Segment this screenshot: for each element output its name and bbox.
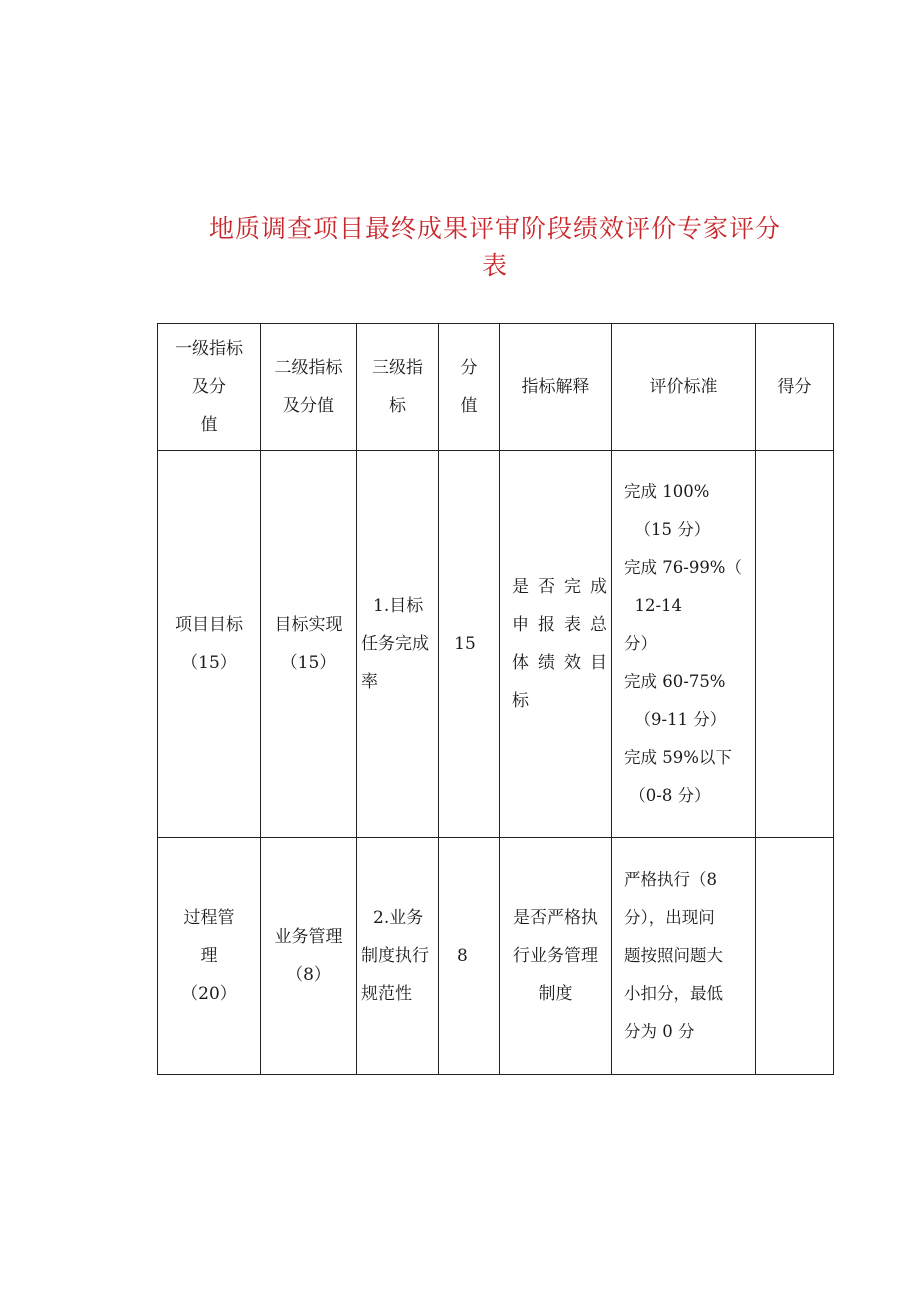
cell-score: 15 <box>439 451 500 838</box>
header-score: 分 值 <box>439 324 500 451</box>
table-row <box>158 838 834 1075</box>
scoring-table <box>157 323 834 1075</box>
cell-level2: 目标实现 （15） <box>261 451 357 838</box>
cell-result[interactable] <box>756 451 834 838</box>
cell-level3: 1.目标 任务完成 率 <box>357 451 439 838</box>
document-title <box>150 210 840 284</box>
cell-criteria: 完成 100% （15 分） 完成 76-99%（ 12-14 分） 完成 60-75% （9-11 分） 完成 59%以下 （0-8 分） <box>612 451 756 838</box>
header-criteria: 评价标准 <box>612 324 756 451</box>
cell-result[interactable] <box>756 838 834 1075</box>
header-explanation: 指标解释 <box>500 324 612 451</box>
cell-level1: 过程管 理 （20） <box>158 838 261 1075</box>
cell-explanation: 是否完成 申报表总 体绩效目 标 <box>500 451 612 838</box>
cell-explanation: 是否严格执 行业务管理 制度 <box>500 838 612 1075</box>
title-line-1: 地质调查项目最终成果评审阶段绩效评价专家评分 <box>208 214 781 243</box>
header-level1: 一级指标 及分 值 <box>158 324 261 451</box>
table-row <box>158 451 834 838</box>
header-result: 得分 <box>756 324 834 451</box>
cell-level2: 业务管理 （8） <box>261 838 357 1075</box>
header-level3: 三级指 标 <box>357 324 439 451</box>
cell-criteria: 严格执行（8 分），出现问 题按照问题大 小扣分，最低 分为 0 分 <box>612 838 756 1075</box>
cell-level1: 项目目标 （15） <box>158 451 261 838</box>
table-header-row <box>158 324 834 451</box>
cell-level3: 2.业务 制度执行 规范性 <box>357 838 439 1075</box>
title-line-2: 表 <box>481 251 508 280</box>
header-level2: 二级指标 及分值 <box>261 324 357 451</box>
cell-score: 8 <box>439 838 500 1075</box>
